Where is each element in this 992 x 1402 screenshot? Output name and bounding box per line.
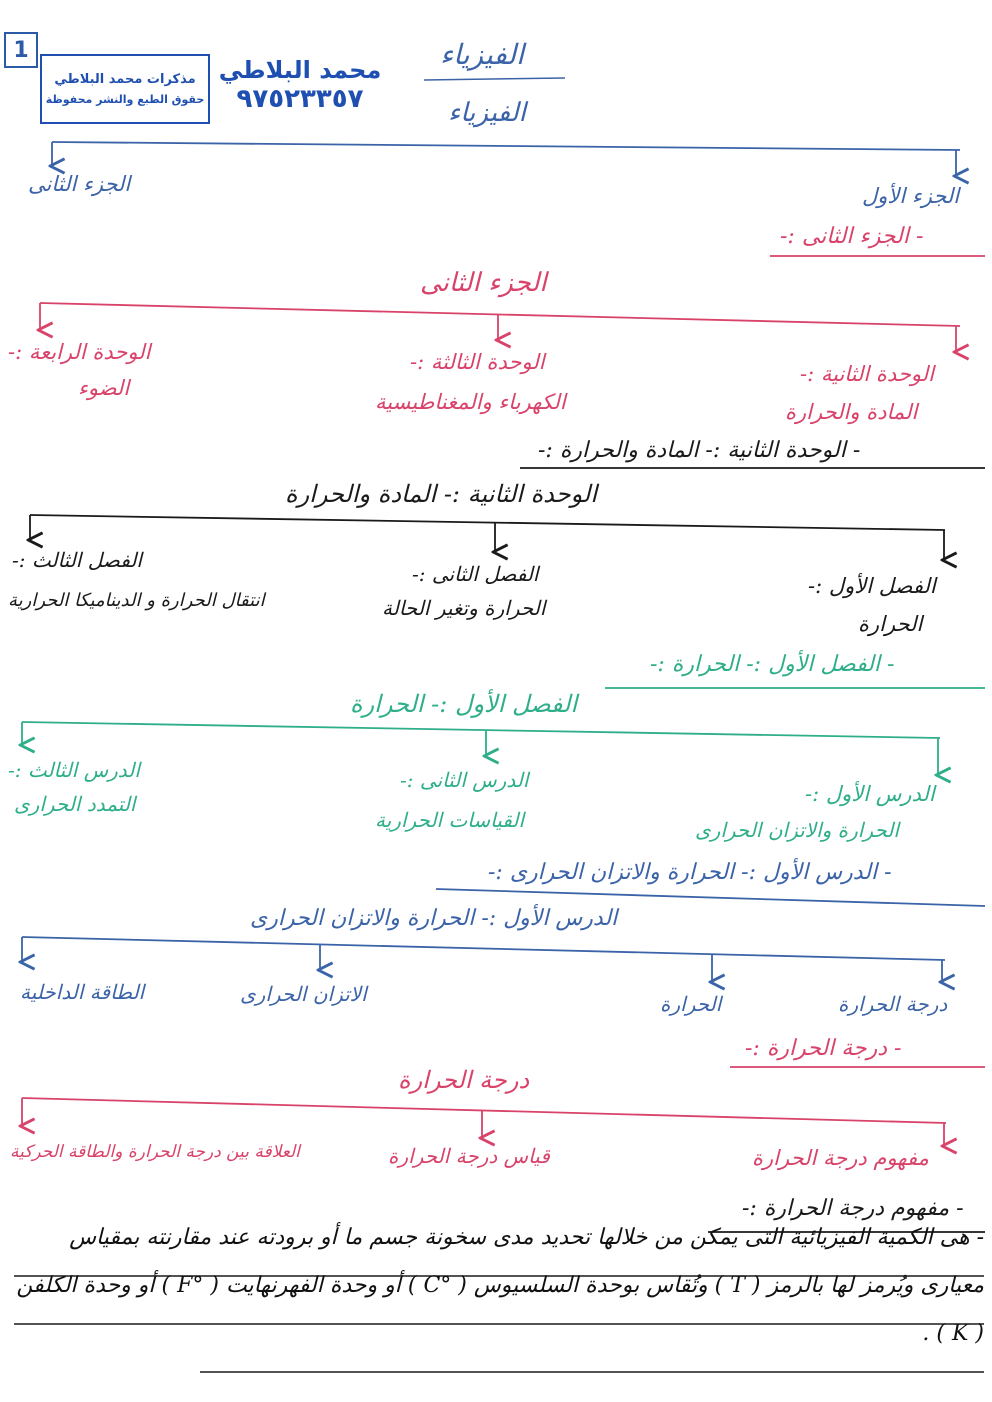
node-chapter-three-name: الفصل الثالث :- — [12, 548, 142, 572]
node-lesson-two-topic: القياسات الحرارية — [375, 808, 525, 832]
tree-title-lesson-one: الدرس الأول :- الحرارة والاتزان الحرارى — [250, 906, 618, 931]
node-part-one: الجزء الأول — [862, 184, 960, 208]
tree-title-temperature: درجة الحرارة — [398, 1066, 530, 1094]
section-heading-chapter-one: - الفصل الأول :- الحرارة :- — [650, 652, 895, 677]
author-phone: ٩٧٥٢٣٣٥٧ — [236, 84, 364, 114]
section-heading-part-two: - الجزء الثانى :- — [780, 224, 924, 249]
tree-title-part-two: الجزء الثانى — [420, 268, 547, 298]
stamp-line-2: حقوق الطبع والنشر محفوظة — [45, 93, 205, 106]
node-lesson-one-topic: الحرارة والاتزان الحرارى — [695, 818, 899, 842]
tree-title-chapter-one: الفصل الأول :- الحرارة — [350, 690, 578, 718]
node-heat: الحرارة — [660, 992, 722, 1016]
node-unit-three-topic: الكهرباء والمغناطيسية — [375, 390, 566, 414]
copyright-stamp — [40, 54, 210, 124]
tree-title-unit-two: الوحدة الثانية :- المادة والحرارة — [285, 480, 597, 508]
temperature-definition: - هى الكمية الفيزيائية التى يمكن من خلالها تحديد مدى سخونة جسم ما أو برودته عند مقارنته بمقياس معيارى ويُرمز لها بالرمز ( T ) وتُقاس بوحدة السلسيوس ( °C ) أو وحدة الفهرنهايت ( °F ) أو وحدة الكلفن ( K ) . — [16, 1225, 984, 1346]
section-heading-temperature-concept: - مفهوم درجة الحرارة :- — [742, 1196, 964, 1221]
author-block — [214, 56, 386, 114]
node-thermal-equilibrium: الاتزان الحرارى — [240, 982, 367, 1006]
page-title: الفيزياء — [440, 38, 524, 71]
node-temperature-kinetic-relation: العلاقة بين درجة الحرارة والطاقة الحركية — [10, 1142, 300, 1162]
author-name: محمد البلاطي — [218, 56, 382, 84]
node-lesson-two-name: الدرس الثانى :- — [400, 768, 529, 792]
section-heading-lesson-one: - الدرس الأول :- الحرارة والاتزان الحرارى :- — [488, 860, 892, 885]
stamp-line-1: مذكرات محمد البلاطي — [54, 72, 196, 87]
node-lesson-one-name: الدرس الأول :- — [805, 782, 935, 806]
section-heading-unit-two: - الوحدة الثانية :- المادة والحرارة :- — [538, 438, 861, 463]
page-subtitle: الفيزياء — [448, 98, 526, 128]
node-chapter-one-name: الفصل الأول :- — [808, 574, 936, 598]
node-unit-two-topic: المادة والحرارة — [785, 400, 918, 424]
node-temperature-measurement: قياس درجة الحرارة — [388, 1144, 550, 1168]
page-number: 1 — [4, 32, 38, 68]
node-chapter-three-topic: انتقال الحرارة و الديناميكا الحرارية — [8, 590, 265, 611]
node-chapter-two-topic: الحرارة وتغير الحالة — [382, 596, 546, 620]
node-unit-four-topic: الضوء — [78, 376, 130, 400]
node-unit-two-name: الوحدة الثانية :- — [800, 362, 935, 386]
node-chapter-one-topic: الحرارة — [858, 612, 923, 636]
node-unit-four-name: الوحدة الرابعة :- — [8, 340, 151, 364]
node-unit-three-name: الوحدة الثالثة :- — [410, 350, 545, 374]
node-part-two: الجزء الثانى — [28, 172, 131, 196]
node-lesson-three-topic: التمدد الحرارى — [14, 792, 136, 816]
node-temperature: درجة الحرارة — [838, 992, 948, 1016]
node-chapter-two-name: الفصل الثانى :- — [412, 562, 539, 586]
node-internal-energy: الطاقة الداخلية — [20, 980, 145, 1004]
node-temperature-concept: مفهوم درجة الحرارة — [752, 1146, 929, 1170]
node-lesson-three-name: الدرس الثالث :- — [8, 758, 140, 782]
section-heading-temperature: - درجة الحرارة :- — [745, 1036, 902, 1061]
